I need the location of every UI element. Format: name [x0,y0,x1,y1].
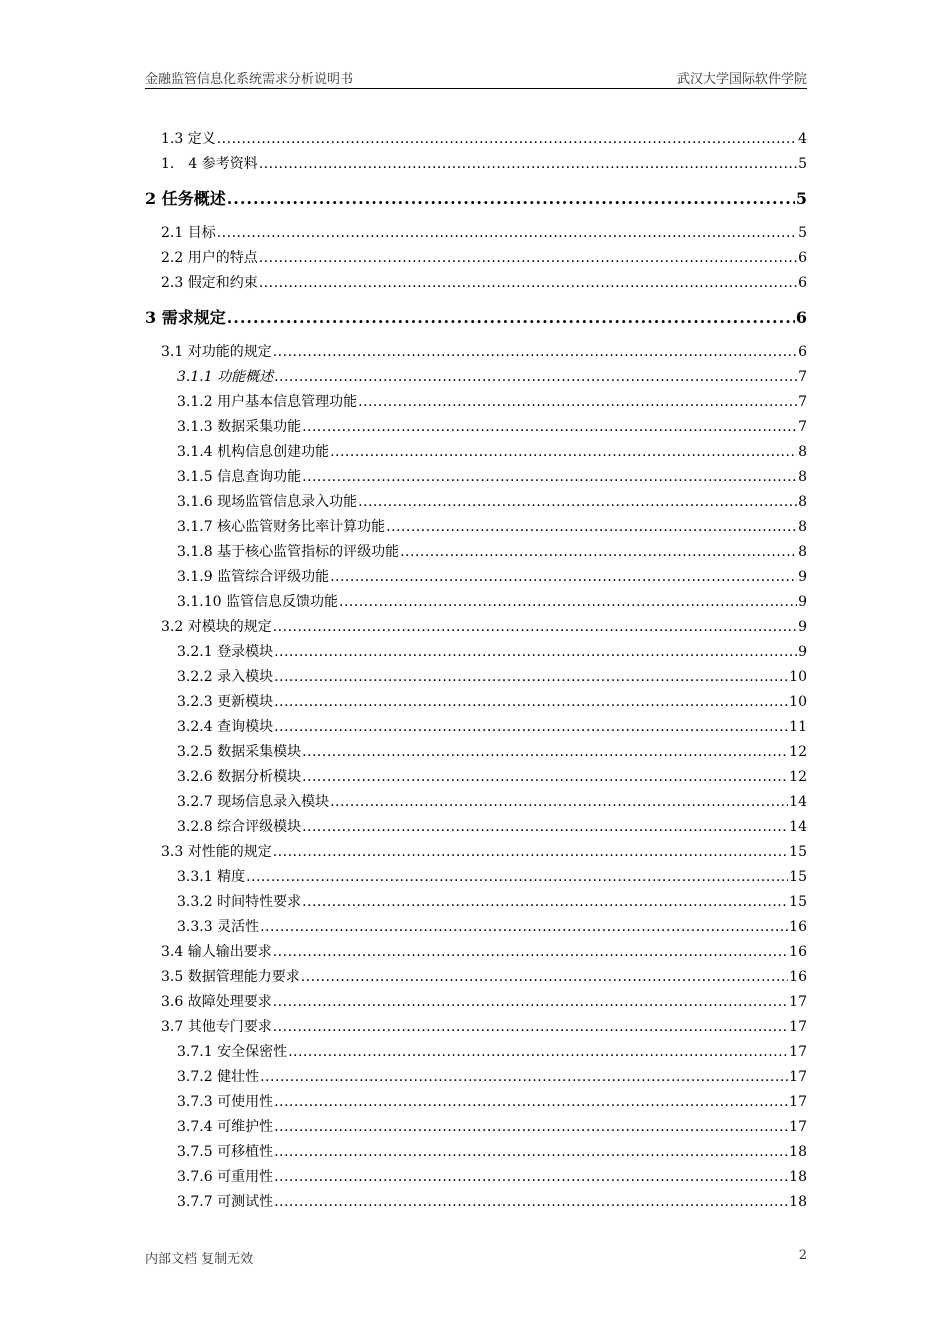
toc-dot-leader [302,765,788,790]
toc-entry-label: 1. 4 参考资料 [161,156,258,172]
toc-entry[interactable] [145,340,807,365]
toc-entry[interactable] [145,515,807,540]
toc-entry-label: 3.7.5 可移植性 [177,1144,274,1160]
toc-entry-page: 6 [798,344,807,360]
toc-entry-label: 3.7.7 可测试性 [177,1194,274,1210]
toc-entry-page: 15 [789,869,807,885]
toc-dot-leader [273,840,788,865]
toc-entry-label: 3.2.6 数据分析模块 [177,769,302,785]
toc-entry[interactable] [145,1140,807,1165]
toc-entry[interactable] [145,177,807,221]
toc-dot-leader [288,1040,788,1065]
toc-entry[interactable] [145,127,807,152]
toc-entry-page: 9 [798,619,807,635]
toc-dot-leader [330,440,797,465]
toc-entry-page: 7 [798,369,807,385]
toc-entry[interactable] [145,246,807,271]
toc-entry-page: 8 [798,444,807,460]
toc-entry[interactable] [145,965,807,990]
toc-entry-page: 10 [789,694,807,710]
toc-entry[interactable] [145,1090,807,1115]
toc-entry-label: 3.3.3 灵活性 [177,919,260,935]
toc-entry-label: 3.6 故障处理要求 [161,994,272,1010]
toc-entry[interactable] [145,890,807,915]
toc-dot-leader [259,152,797,177]
toc-entry-label: 3.2.3 更新模块 [177,694,274,710]
toc-entry-label: 3.7.6 可重用性 [177,1169,274,1185]
toc-dot-leader [273,990,788,1015]
toc-entry[interactable] [145,590,807,615]
toc-entry-label: 1.3 定义 [161,131,216,147]
page-number: 2 [798,1248,807,1263]
toc-entry[interactable] [145,1015,807,1040]
toc-entry-page: 18 [789,1194,807,1210]
toc-dot-leader [274,690,788,715]
toc-entry[interactable] [145,640,807,665]
toc-entry[interactable] [145,815,807,840]
toc-entry-label: 3.1.5 信息查询功能 [177,469,302,485]
toc-dot-leader [302,890,788,915]
toc-entry-label: 3.2.4 查询模块 [177,719,274,735]
toc-entry-label: 3.1.2 用户基本信息管理功能 [177,394,358,410]
toc-entry-label: 3.7 其他专门要求 [161,1019,272,1035]
toc-entry-label: 3.7.4 可维护性 [177,1119,274,1135]
toc-entry-page: 16 [789,944,807,960]
toc-entry-page: 17 [789,1119,807,1135]
toc-entry-page: 5 [798,156,807,172]
toc-dot-leader [227,177,795,221]
toc-dot-leader [217,127,797,152]
document-title: 金融监管信息化系统需求分析说明书 [145,72,354,87]
toc-entry-page: 15 [789,894,807,910]
toc-entry[interactable] [145,465,807,490]
toc-entry-label: 3.1.4 机构信息创建功能 [177,444,330,460]
toc-entry-page: 11 [789,719,807,735]
toc-entry-label: 3.4 输人输出要求 [161,944,272,960]
toc-entry[interactable] [145,1190,807,1215]
toc-entry[interactable] [145,1115,807,1140]
toc-entry-label: 3 需求规定 [145,308,226,327]
toc-dot-leader [273,340,797,365]
toc-entry-label: 3.1.1 功能概述 [177,369,274,385]
toc-dot-leader [302,740,788,765]
toc-entry-page: 5 [798,225,807,241]
toc-entry-label: 3.1.8 基于核心监管指标的评级功能 [177,544,400,560]
toc-dot-leader [274,1090,788,1115]
footer-note: 内部文档 复制无效 [145,1252,254,1267]
toc-entry-label: 3.5 数据管理能力要求 [161,969,300,985]
toc-entry[interactable] [145,990,807,1015]
toc-entry-label: 3.3 对性能的规定 [161,844,272,860]
toc-dot-leader [274,1190,788,1215]
toc-entry-page: 17 [789,1044,807,1060]
toc-entry[interactable] [145,1040,807,1065]
toc-dot-leader [273,615,797,640]
toc-entry-label: 3.2.7 现场信息录入模块 [177,794,330,810]
toc-dot-leader [217,221,797,246]
toc-entry-page: 4 [798,131,807,147]
toc-entry[interactable] [145,390,807,415]
toc-entry-label: 3.7.3 可使用性 [177,1094,274,1110]
toc-dot-leader [339,590,797,615]
toc-dot-leader [274,1140,788,1165]
toc-entry-page: 14 [789,794,807,810]
toc-entry-page: 9 [798,569,807,585]
toc-dot-leader [246,865,788,890]
toc-entry-label: 2 任务概述 [145,189,226,208]
toc-dot-leader [274,640,797,665]
toc-entry[interactable] [145,440,807,465]
toc-entry-label: 2.2 用户的特点 [161,250,258,266]
toc-entry[interactable] [145,1065,807,1090]
toc-entry-page: 16 [789,969,807,985]
toc-entry[interactable] [145,615,807,640]
toc-entry[interactable] [145,665,807,690]
toc-entry[interactable] [145,540,807,565]
toc-entry-label: 3.2.8 综合评级模块 [177,819,302,835]
toc-entry-page: 9 [798,594,807,610]
toc-entry-label: 3.3.2 时间特性要求 [177,894,302,910]
toc-entry-label: 2.1 目标 [161,225,216,241]
toc-entry-page: 14 [789,819,807,835]
toc-dot-leader [260,1065,788,1090]
toc-entry-page: 9 [798,644,807,660]
toc-entry-page: 8 [798,519,807,535]
toc-entry[interactable] [145,940,807,965]
toc-entry[interactable] [145,915,807,940]
toc-entry-page: 17 [789,1094,807,1110]
toc-entry[interactable] [145,1165,807,1190]
toc-entry[interactable] [145,365,807,390]
toc-entry[interactable] [145,415,807,440]
toc-dot-leader [358,390,797,415]
toc-dot-leader [274,715,788,740]
toc-entry-label: 3.1.7 核心监管财务比率计算功能 [177,519,386,535]
toc-entry-page: 17 [789,994,807,1010]
toc-entry-page: 15 [789,844,807,860]
toc-dot-leader [274,665,788,690]
toc-entry-page: 7 [798,394,807,410]
toc-entry-page: 17 [789,1069,807,1085]
toc-entry[interactable] [145,565,807,590]
toc-entry[interactable] [145,840,807,865]
toc-dot-leader [259,246,797,271]
toc-entry-page: 12 [789,744,807,760]
toc-entry-page: 8 [798,494,807,510]
toc-dot-leader [330,565,797,590]
toc-entry[interactable] [145,490,807,515]
toc-dot-leader [274,365,797,390]
toc-entry-page: 6 [798,250,807,266]
toc-entry-page: 18 [789,1169,807,1185]
toc-entry-label: 3.2.1 登录模块 [177,644,274,660]
toc-entry-label: 3.1.9 监管综合评级功能 [177,569,330,585]
toc-entry[interactable] [145,271,807,296]
toc-dot-leader [274,1115,788,1140]
toc-entry-label: 3.7.2 健壮性 [177,1069,260,1085]
toc-entry-page: 18 [789,1144,807,1160]
toc-entry-page: 7 [798,419,807,435]
toc-entry[interactable] [145,790,807,815]
toc-entry-label: 3.7.1 安全保密性 [177,1044,288,1060]
toc-entry[interactable] [145,765,807,790]
toc-entry-label: 3.2 对模块的规定 [161,619,272,635]
page-header [145,66,807,89]
toc-entry[interactable] [145,740,807,765]
toc-entry-label: 3.3.1 精度 [177,869,246,885]
toc-entry-page: 6 [795,308,807,327]
toc-dot-leader [400,540,797,565]
toc-dot-leader [274,1165,788,1190]
toc-entry[interactable] [145,715,807,740]
institution-name: 武汉大学国际软件学院 [676,72,807,87]
toc-dot-leader [302,815,788,840]
toc-dot-leader [386,515,797,540]
toc-entry-page: 12 [789,769,807,785]
toc-dot-leader [358,490,797,515]
table-of-contents [145,127,807,1215]
toc-entry-page: 5 [795,189,807,208]
toc-dot-leader [302,465,797,490]
toc-dot-leader [260,915,788,940]
toc-dot-leader [227,296,795,340]
toc-dot-leader [273,940,788,965]
toc-dot-leader [301,965,788,990]
toc-entry-label: 3.2.5 数据采集模块 [177,744,302,760]
toc-entry-label: 3.1.3 数据采集功能 [177,419,302,435]
toc-entry-page: 6 [798,275,807,291]
toc-entry[interactable] [145,296,807,340]
toc-entry-label: 2.3 假定和约束 [161,275,258,291]
toc-dot-leader [259,271,797,296]
toc-entry[interactable] [145,152,807,177]
toc-entry-label: 3.1 对功能的规定 [161,344,272,360]
toc-entry-label: 3.2.2 录入模块 [177,669,274,685]
toc-entry-label: 3.1.10 监管信息反馈功能 [177,594,338,610]
toc-entry-label: 3.1.6 现场监管信息录入功能 [177,494,358,510]
toc-entry-page: 16 [789,919,807,935]
toc-entry[interactable] [145,690,807,715]
toc-entry[interactable] [145,865,807,890]
toc-entry-page: 10 [789,669,807,685]
toc-entry-page: 17 [789,1019,807,1035]
toc-entry-page: 8 [798,544,807,560]
toc-entry-page: 8 [798,469,807,485]
toc-dot-leader [273,1015,788,1040]
toc-dot-leader [302,415,797,440]
toc-dot-leader [330,790,788,815]
toc-entry[interactable] [145,221,807,246]
